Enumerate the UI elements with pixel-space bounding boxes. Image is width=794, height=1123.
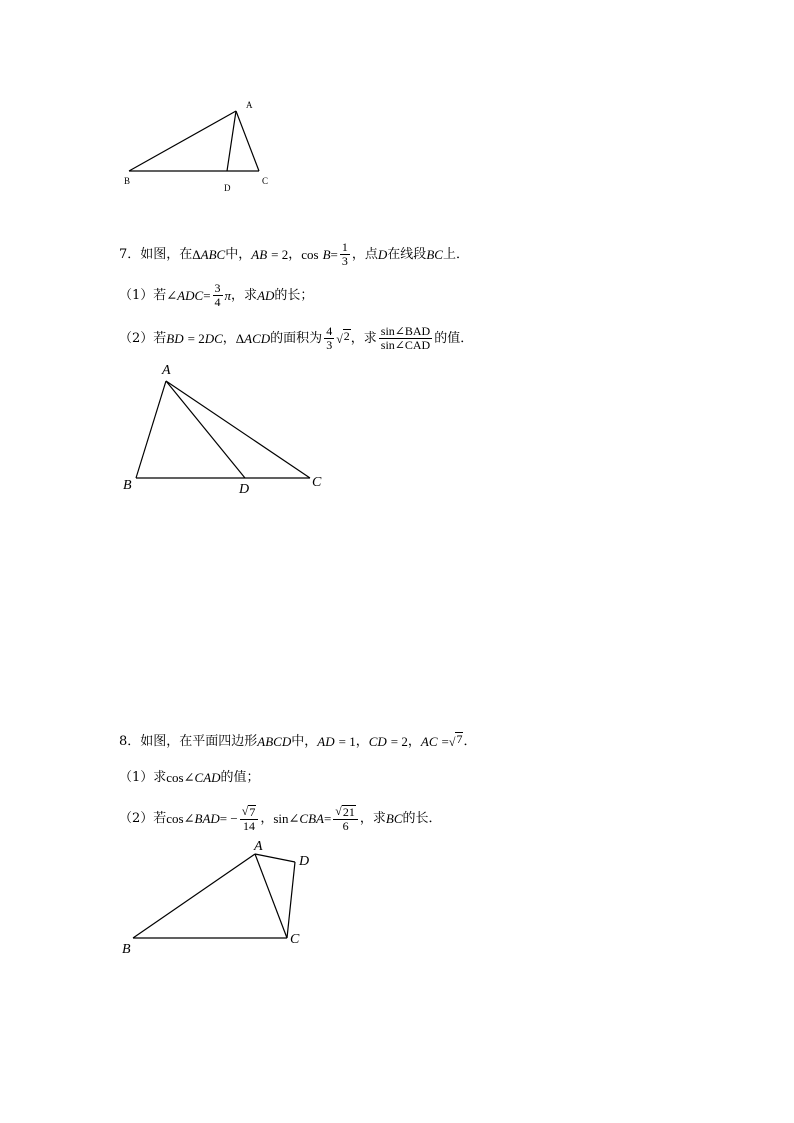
q8-p2-den2: 6 bbox=[342, 819, 349, 833]
q7-p2-ratio bbox=[379, 325, 432, 352]
q8-p2-num2-root: 21 bbox=[342, 805, 355, 819]
q7-p2-anum: 4 bbox=[326, 324, 333, 338]
q7-p2-tri: ACD bbox=[244, 330, 271, 346]
q8-p2-tail: 的长． bbox=[402, 811, 442, 826]
q7-segment-text: 在线段 bbox=[387, 246, 427, 262]
point-label-b: B bbox=[124, 176, 131, 186]
q7-tri-symbol: Δ bbox=[192, 246, 201, 262]
q7-p2-sqrt bbox=[336, 329, 351, 349]
q8-ac-sqrt bbox=[449, 732, 464, 752]
q7-p1-pi: π bbox=[224, 287, 232, 303]
q7-p1-ask: ，求 bbox=[231, 287, 258, 303]
q8-cd: CD bbox=[368, 734, 387, 749]
q8-p2-num2 bbox=[333, 805, 358, 820]
q8-p2-fraction2 bbox=[333, 805, 358, 833]
q7-p2-rhs: DC bbox=[204, 330, 223, 346]
q7-ab-eq: = 2 bbox=[271, 246, 289, 262]
q7-intro-a: 如图，在 bbox=[140, 246, 193, 262]
side-ab bbox=[133, 854, 255, 938]
q8-p2-comma: ， bbox=[260, 811, 274, 826]
segment-ad bbox=[166, 381, 245, 478]
q8-p2-angle: ∠BAD bbox=[183, 811, 220, 826]
q8-ad: AD bbox=[317, 734, 335, 749]
q8-p2-eq2: = bbox=[323, 811, 332, 826]
q7-p2-tri-symbol: Δ bbox=[235, 330, 245, 346]
q7-eq: = bbox=[330, 246, 338, 262]
radical-sign: √ bbox=[336, 331, 343, 346]
point-label-c: C bbox=[312, 475, 322, 490]
point-label-c: C bbox=[262, 176, 269, 186]
q8-p2-cos: cos bbox=[166, 811, 184, 826]
q7-p1-var: AD bbox=[257, 287, 275, 303]
q8-p2-label: （2）若 bbox=[119, 811, 167, 826]
point-label-b: B bbox=[123, 478, 132, 493]
q7-stem bbox=[119, 241, 469, 268]
q8-p2-angle2: ∠CBA bbox=[288, 811, 324, 826]
radical-sign: √ bbox=[335, 804, 342, 818]
q7-p2-fnum: sin∠BAD bbox=[380, 324, 431, 338]
q7-p2-label: （2）若 bbox=[119, 330, 167, 346]
q7-frac-num: 1 bbox=[341, 240, 348, 254]
q8-ac-root: 7 bbox=[455, 732, 463, 752]
q7-p2-area: 的面积为 bbox=[270, 330, 323, 346]
q7-p1-tail: 的长； bbox=[274, 287, 314, 303]
q7-p1-eq: = bbox=[203, 287, 211, 303]
point-label-c: C bbox=[290, 932, 300, 947]
q8-intro-b: 中， bbox=[291, 734, 318, 749]
q7-p1-fraction bbox=[213, 282, 223, 309]
side-ad bbox=[255, 854, 295, 862]
q7-p2-fden: sin∠CAD bbox=[380, 338, 431, 352]
q7-p2-area-fraction bbox=[324, 325, 334, 352]
diagonal-ac bbox=[255, 854, 287, 938]
q7-part1 bbox=[119, 282, 313, 309]
q7-tri-name: ABC bbox=[200, 246, 226, 262]
point-label-b: B bbox=[122, 942, 131, 957]
q8-comma2: ， bbox=[407, 734, 421, 749]
q7-p2-aden: 3 bbox=[326, 338, 333, 352]
q8-p2-sin: sin bbox=[273, 811, 289, 826]
q7-p1-angle: ∠ADC bbox=[166, 287, 204, 303]
point-label-a: A bbox=[246, 100, 253, 110]
q7-comma: ， bbox=[288, 246, 302, 262]
q7-p2-ask: ，求 bbox=[350, 330, 377, 346]
point-label-d: D bbox=[239, 482, 250, 497]
q8-p1-tail: 的值； bbox=[220, 770, 260, 785]
point-label-a: A bbox=[254, 839, 263, 854]
q7-point-var: D bbox=[377, 246, 388, 262]
q7-intro-b: 中， bbox=[225, 246, 252, 262]
q8-p1-cos: cos bbox=[166, 770, 184, 785]
q7-p1-num: 3 bbox=[214, 281, 221, 295]
q7-p2-comma: ， bbox=[222, 330, 236, 346]
q8-p2-fraction bbox=[240, 805, 259, 833]
q8-part1 bbox=[119, 768, 260, 788]
q8-intro-a: 如图，在平面四边形 bbox=[140, 734, 258, 749]
q8-ac-eq: = bbox=[441, 734, 449, 749]
q8-p2-num2-sqrt bbox=[335, 805, 356, 819]
q7-number: 7． bbox=[119, 246, 141, 262]
q7-frac-den: 3 bbox=[341, 254, 348, 268]
q8-number: 8． bbox=[119, 734, 141, 749]
q7-p2-eq: = 2 bbox=[187, 330, 205, 346]
q7-point-text: ，点 bbox=[351, 246, 378, 262]
side-ac bbox=[166, 381, 310, 478]
q7-p1-den: 4 bbox=[214, 295, 221, 309]
q8-stem bbox=[119, 732, 476, 752]
q8-comma1: ， bbox=[355, 734, 369, 749]
q8-p1-angle: ∠CAD bbox=[183, 770, 221, 785]
q8-p2-num bbox=[240, 805, 259, 820]
q8-p2-var: BC bbox=[385, 811, 403, 826]
segment-ad bbox=[227, 111, 236, 171]
q8-cd-eq: = 2 bbox=[390, 734, 408, 749]
point-label-d: D bbox=[224, 183, 231, 193]
side-dc bbox=[287, 862, 295, 938]
radical-sign: √ bbox=[241, 804, 249, 818]
figure-triangle-abc-top bbox=[0, 0, 794, 200]
q8-end: ． bbox=[463, 734, 477, 749]
side-ba bbox=[129, 111, 236, 171]
q7-cos-var: B bbox=[322, 246, 331, 262]
q7-segment-var: BC bbox=[426, 246, 443, 262]
q8-quad: ABCD bbox=[257, 734, 292, 749]
q8-ad-eq: = 1 bbox=[338, 734, 356, 749]
q7-cos: cos bbox=[301, 246, 319, 262]
q8-p1-label: （1）求 bbox=[119, 770, 167, 785]
q7-fraction bbox=[340, 241, 350, 268]
q8-part2 bbox=[119, 805, 442, 833]
q7-end-text: 上． bbox=[442, 246, 469, 262]
radical-sign: √ bbox=[448, 735, 456, 749]
figure-q8-quadrilateral bbox=[0, 835, 794, 965]
q8-p2-num-sqrt bbox=[242, 805, 257, 819]
q8-p2-num-root: 7 bbox=[249, 805, 256, 819]
q7-p2-tail: 的值． bbox=[434, 330, 474, 346]
point-label-d: D bbox=[299, 854, 310, 869]
figure-q7-triangle bbox=[0, 355, 794, 505]
point-label-a: A bbox=[162, 363, 171, 378]
q7-p2-root: 2 bbox=[343, 329, 351, 349]
side-ab bbox=[136, 381, 166, 478]
q7-part2 bbox=[119, 325, 473, 352]
q7-ab-lhs: AB bbox=[251, 246, 268, 262]
q8-ac: AC bbox=[420, 734, 438, 749]
q7-p1-label: （1）若 bbox=[119, 287, 167, 303]
q8-p2-den: 14 bbox=[243, 819, 256, 833]
q8-p2-ask: ，求 bbox=[359, 811, 386, 826]
q7-p2-lhs: BD bbox=[166, 330, 184, 346]
q8-p2-eq: = − bbox=[219, 811, 238, 826]
side-ac bbox=[236, 111, 259, 171]
